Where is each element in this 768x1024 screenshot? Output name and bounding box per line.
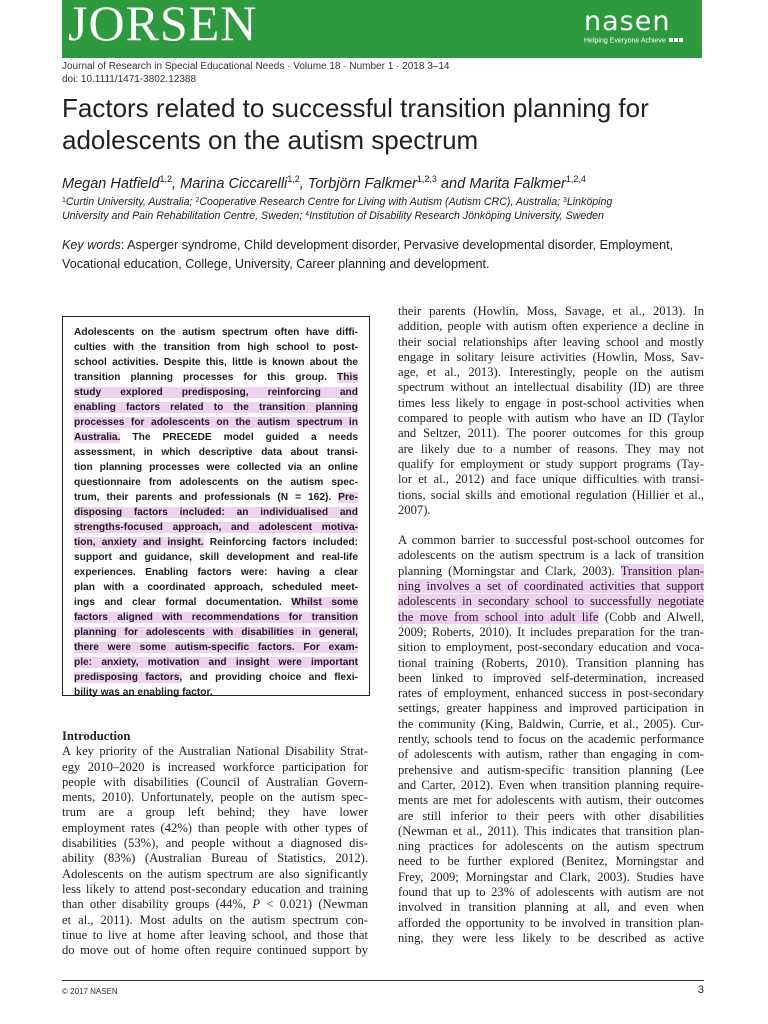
text-line (74, 505, 358, 520)
text-line (398, 640, 704, 655)
highlighted-text: Australia. (74, 432, 121, 443)
text-line (62, 836, 368, 851)
text-line (398, 809, 704, 824)
body-paragraph (398, 304, 704, 518)
text-line (398, 717, 704, 732)
text-segment: lor et al., 2012) and face unique difficulties with transi- (398, 472, 704, 487)
highlighted-text: factors aligned with recommendations for transition (74, 612, 358, 623)
text-line (398, 579, 704, 594)
text-line (398, 380, 704, 395)
text-line (398, 732, 704, 747)
title-line-2: adolescents on the autism spectrum (62, 125, 479, 155)
text-line (62, 775, 368, 790)
text-line (398, 625, 704, 640)
text-segment: disabilities (53%), and people without a diagnosed dis- (62, 836, 368, 851)
author-affiliation-ref: 1,2,4 (565, 174, 586, 184)
text-segment: and Seltzer, 2011). The poorer outcomes for this group (398, 426, 704, 441)
highlighted-text: study explored predisposing, reinforcing and (74, 387, 358, 398)
text-segment: of adolescents with autism, rather than engaging in com- (398, 747, 704, 762)
text-line (74, 625, 358, 640)
text-segment: transition planning processes for this group. (74, 372, 338, 383)
text-segment: A common barrier to successful post-school outcomes for (398, 533, 704, 548)
footer-rule (62, 980, 704, 981)
text-line (74, 415, 358, 430)
journal-logo-text: JORSEN (68, 0, 258, 51)
text-line (398, 533, 704, 548)
text-segment: egy 2010–2020 is increased workforce participation for (62, 759, 368, 774)
text-line (74, 460, 358, 475)
text-segment: 2007). (398, 502, 431, 517)
author-affiliation-ref: 1,2 (287, 174, 300, 184)
text-line (398, 701, 704, 716)
text-line (62, 928, 368, 943)
author-affiliation-ref: 1,2 (159, 174, 173, 184)
text-line (74, 400, 358, 415)
text-segment: Reinforcing factors included: (203, 537, 358, 548)
text-line (74, 430, 358, 445)
text-segment: ments, 2010). Unfortunately, people on the autism spec- (62, 790, 368, 805)
text-line (62, 851, 368, 866)
text-line (74, 475, 358, 490)
text-segment: 2009; Roberts, 2010). It includes preparation for the tran- (398, 624, 704, 639)
text-line (62, 882, 368, 897)
text-segment: their parents (Howlin, Moss, Savage, et al., 2013). In (398, 304, 704, 318)
text-segment: afforded the opportunity to be involved in transition plan- (398, 915, 704, 930)
text-line (398, 610, 704, 625)
text-segment: people with disabilities (Council of Australian Govern- (62, 774, 368, 789)
text-line (398, 594, 704, 609)
text-segment: Frey, 2009; Morningstar and Clark, 2003). Studies have (398, 869, 704, 884)
text-segment: et al., 2011). Most adults on the autism spectrum con- (62, 912, 368, 927)
citation-block (62, 60, 702, 86)
abstract-text (74, 325, 358, 700)
highlighted-text: predisposing factors, (74, 672, 183, 683)
text-line (62, 744, 368, 759)
text-segment: ability (83%) (Australian Bureau of Statistics, 2012). (62, 851, 368, 866)
text-segment: The PRECEDE model guided a needs (120, 432, 358, 443)
keywords-label: Key words (62, 238, 121, 252)
text-line (398, 304, 704, 319)
text-line (62, 913, 368, 928)
text-line (398, 900, 704, 915)
text-line (74, 535, 358, 550)
text-segment: (Cobb and Alwell, (598, 609, 705, 624)
text-segment: ings and clear formal documentation. (74, 597, 292, 608)
text-segment: trum are a group left behind; they have lower (62, 805, 368, 820)
text-line (398, 671, 704, 686)
text-line (398, 916, 704, 931)
text-segment: are still inferior to their peers with other disabilities (398, 808, 704, 823)
text-segment: sition to employment, post-secondary education and voca- (398, 640, 704, 655)
text-segment: bility was an enabling factor. (74, 687, 213, 698)
text-line (74, 520, 358, 535)
text-line (62, 805, 368, 820)
text-segment: questionnaire from adolescents on the autism spec- (74, 477, 358, 488)
highlighted-text: Transition plan- (620, 563, 704, 578)
text-segment: age, et al., 2013). Interestingly, people on the autism (398, 365, 704, 380)
text-segment: qualify for employment or study support programs (Tay- (398, 456, 704, 471)
nasen-logo (584, 8, 694, 45)
text-segment: and providing choice and flexi- (182, 672, 358, 683)
text-segment: rently, schools tend to focus on the academic performance (398, 732, 704, 747)
text-segment: prehensive and autism-specific transition planning (Lee (398, 762, 704, 777)
text-segment: trum, their parents and professionals (N = 162). (74, 492, 339, 503)
text-segment: their social relationships after leaving school and mostly (398, 334, 704, 349)
text-segment: are likely due to a number of reasons. They may not (398, 441, 704, 456)
highlighted-text: This (337, 372, 358, 383)
keywords (62, 236, 712, 274)
highlighted-text: processes for adolescents on the autism spectrum in (74, 417, 358, 428)
highlighted-text: the move from school into adult life (398, 609, 599, 624)
logo-dots-icon (668, 36, 683, 45)
text-line (398, 548, 704, 563)
text-line (398, 824, 704, 839)
text-segment: assessment, in which descriptive data about transi- (74, 447, 358, 458)
nasen-logo-wordmark: nasen (584, 6, 671, 37)
text-segment: need to be further explored (Benitez, Morningstar and (398, 854, 704, 869)
text-line (62, 897, 368, 912)
journal-banner (62, 0, 702, 58)
text-segment: culties with the transition from high school to post- (74, 342, 358, 353)
text-segment: than other disability groups (44%, (62, 897, 253, 912)
text-line (398, 472, 704, 487)
author-list (62, 176, 712, 192)
text-line (398, 747, 704, 762)
text-line (398, 885, 704, 900)
text-line (74, 595, 358, 610)
text-segment: rates of employment, enhanced success in post-secondary (398, 686, 704, 701)
text-segment: Adolescents on the autism spectrum are also significantly (62, 866, 368, 881)
text-line (398, 870, 704, 885)
text-line (398, 442, 704, 457)
highlighted-text: adolescents in secondary school to successfully negotiate (398, 594, 704, 609)
highlighted-text: disposing factors included: an individualised and (74, 507, 358, 518)
affiliation-line: $^1$Curtin University, Australia; $^2$Cooperative Research Centre for Living with Autism (Autism CRC), Australia; $^3$Linköping (62, 196, 613, 208)
citation-line: Journal of Research in Special Educational Needs · Volume 18 · Number 1 · 2018 3–14 (62, 61, 450, 72)
text-segment: Adolescents on the autism spectrum often have diffi- (74, 327, 358, 338)
author-name: Megan Hatfield (62, 176, 160, 192)
nasen-logo-tagline: Helping Everyone Achieve (584, 36, 694, 45)
text-line (398, 488, 704, 503)
text-segment: ning practices for adolescents on the autism spectrum (398, 839, 704, 854)
author-name: Marita Falkmer (469, 176, 566, 192)
highlighted-text: strengths-focused approach, and adolescent motiva- (74, 522, 358, 533)
highlighted-text: Pre- (338, 492, 358, 503)
text-line (398, 839, 704, 854)
text-line (398, 396, 704, 411)
text-line (62, 821, 368, 836)
text-segment: P (252, 897, 261, 912)
text-line (74, 490, 358, 505)
text-line (74, 325, 358, 340)
text-segment: spectrum without an intellectual disability (ID) are three (398, 380, 704, 395)
text-line (74, 685, 358, 700)
text-line (74, 655, 358, 670)
text-line (398, 686, 704, 701)
text-line (398, 503, 704, 518)
text-line (398, 335, 704, 350)
author-name: Torbjörn Falkmer (307, 176, 417, 192)
text-segment: support and guidance, skill development and real-life (74, 552, 358, 563)
text-segment: school activities. Despite this, little is known about the (74, 357, 358, 368)
body-left-column (62, 729, 368, 958)
highlighted-text: there were some autism-specific factors. For exam- (74, 642, 358, 653)
text-segment: A key priority of the Australian National Disability Strat- (62, 744, 368, 759)
highlighted-text: tion, anxiety and insight. (74, 537, 204, 548)
highlighted-text: planning for adolescents with disabilities in general, (74, 627, 358, 638)
text-segment: (Newman et al., 2011). This indicates that transition plan- (398, 823, 704, 838)
author-separator: , (172, 176, 181, 192)
keywords-list: Vocational education, College, University, Career planning and development. (62, 257, 490, 271)
text-line (74, 445, 358, 460)
highlighted-text: ning involves a set of coordinated activities that support (398, 579, 704, 594)
text-segment: engage in solitary leisure activities (Howlin, Moss, Sav- (398, 349, 704, 364)
text-line (398, 763, 704, 778)
text-segment: do move out of home often require continued support by (62, 943, 368, 958)
text-segment: planning (Morningstar and Clark, 2003). (398, 563, 621, 578)
text-line (62, 790, 368, 805)
text-line (62, 760, 368, 775)
author-affiliation-ref: 1,2,3 (416, 174, 437, 184)
text-segment: times less likely to engage in post-school activities when (398, 395, 704, 410)
title-line-1: Factors related to successful transition planning for (62, 93, 649, 123)
highlighted-text: enabling factors related to the transition planning (74, 402, 358, 413)
text-segment: and Carter, 2012). Even when transition planning require- (398, 777, 704, 792)
text-line (398, 854, 704, 869)
text-segment: compared to people with autism who have an ID (Taylor (398, 411, 704, 426)
text-line (74, 670, 358, 685)
body-paragraph (398, 533, 704, 946)
text-line (74, 610, 358, 625)
introduction-paragraph (62, 744, 368, 958)
text-segment: employment rates (42%) than people with other types of (62, 820, 368, 835)
text-segment: involved in transition planning at all, and even when (398, 900, 704, 915)
text-line (398, 656, 704, 671)
doi-link[interactable]: doi: 10.1111/1471-3802.12388 (62, 74, 197, 85)
text-segment: tinue to live at home after leaving school, and those that (62, 927, 368, 942)
text-segment: tions, social skills and emotional regulation (Hillier et al., (398, 487, 704, 502)
keywords-list: : Asperger syndrome, Child development disorder, Pervasive developmental disorder, Employment, (120, 238, 674, 252)
text-line (74, 370, 358, 385)
page-number: 3 (697, 984, 704, 996)
text-segment: < 0.021) (Newman (260, 897, 369, 912)
text-line (74, 640, 358, 655)
text-segment: found that up to 23% of adolescents with autism are not (398, 884, 704, 899)
text-line (398, 931, 704, 946)
body-right-column (398, 304, 704, 946)
text-segment: adolescents on the autism spectrum is a lack of transition (398, 548, 704, 563)
article-title (62, 92, 722, 156)
text-line (398, 793, 704, 808)
author-separator: , (299, 176, 308, 192)
text-segment: settings, greater happiness and improved participation in (398, 701, 704, 716)
text-line (398, 319, 704, 334)
affiliation-line: University and Pain Rehabilitation Centre, Sweden; $^4$Institution of Disability Research Jönköping University, Sweden (62, 210, 604, 222)
author-separator: and (436, 176, 470, 192)
text-line (62, 867, 368, 882)
text-line (398, 457, 704, 472)
highlighted-text: ple: anxiety, motivation and insight were important (74, 657, 358, 668)
text-segment: addition, people with autism often experience a decline in (398, 319, 704, 334)
text-segment: been linked to improved self-determination, increased (398, 670, 704, 685)
text-line (62, 943, 368, 958)
text-segment: tion planning processes were collected via an online (74, 462, 358, 473)
highlighted-text: Whilst some (291, 597, 358, 608)
text-segment: the community (King, Baldwin, Currie, et al., 2005). Cur- (398, 716, 704, 731)
text-line (74, 385, 358, 400)
text-line (74, 580, 358, 595)
text-segment: less likely to attend post-secondary education and training (62, 881, 368, 896)
author-name: Marina Ciccarelli (180, 176, 288, 192)
section-heading-introduction: Introduction (62, 729, 131, 743)
text-segment: tional training (Roberts, 2010). Transition planning has (398, 655, 704, 670)
text-line (398, 350, 704, 365)
text-line (398, 426, 704, 441)
text-line (74, 565, 358, 580)
copyright: © 2017 NASEN (62, 987, 118, 996)
text-line (74, 340, 358, 355)
text-line (398, 411, 704, 426)
text-line (398, 365, 704, 380)
text-segment: experiences. Enabling factors were: having a clear (74, 567, 358, 578)
affiliations (62, 195, 712, 223)
text-line (398, 564, 704, 579)
text-segment: ments are met for adolescents with autism, their outcomes (398, 793, 704, 808)
text-line (74, 355, 358, 370)
text-line (74, 550, 358, 565)
text-segment: ning, they were less likely to be described as active (398, 930, 704, 945)
text-segment: plan with a coordinated approach, scheduled meet- (74, 582, 358, 593)
text-line (398, 778, 704, 793)
